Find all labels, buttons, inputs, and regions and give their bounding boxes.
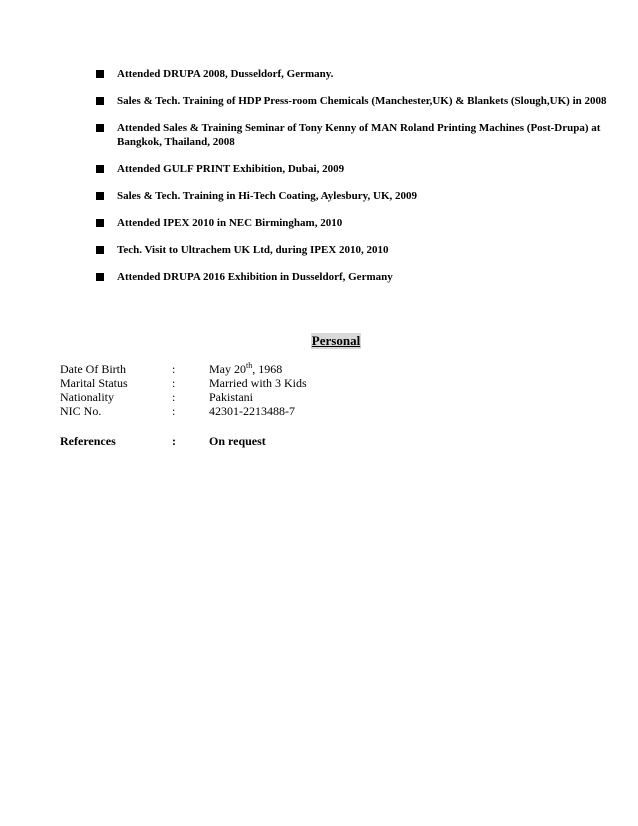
square-bullet-icon [96,70,104,78]
training-text: Sales & Tech. Training in Hi-Tech Coating, Aylesbury, UK, 2009 [117,190,418,202]
training-text: Attended DRUPA 2016 Exhibition in Dusseldorf, Germany [117,271,393,283]
dob-row [60,362,580,376]
personal-heading-text: Personal [311,333,361,348]
list-item [96,94,616,108]
square-bullet-icon [96,219,104,227]
personal-details [60,362,580,418]
nic-row [60,404,580,418]
separator: : [172,390,176,404]
dob-ordinal-suffix: th [246,361,253,370]
marital-status-value: Married with 3 Kids [209,376,307,390]
nationality-label: Nationality [60,390,114,404]
square-bullet-icon [96,246,104,254]
references-label: References [60,434,116,448]
separator: : [172,376,176,390]
separator: : [172,362,176,376]
dob-year: , 1968 [252,362,283,376]
personal-section-heading [0,332,638,350]
training-text: Attended DRUPA 2008, Dusseldorf, Germany. [117,68,334,80]
nationality-value: Pakistani [209,390,253,404]
marital-status-label: Marital Status [60,376,128,390]
marital-status-row [60,376,580,390]
training-text: Attended Sales & Training Seminar of Tony Kenny of MAN Roland Printing Machines (Post-Drupa) at Bangkok, Thailand, 2008 [117,122,601,148]
dob-label: Date Of Birth [60,362,126,376]
dob-month-day: May 20 [209,362,246,376]
list-item [96,189,616,203]
square-bullet-icon [96,273,104,281]
list-item [96,243,616,257]
list-item [96,67,616,81]
separator: : [172,404,176,418]
square-bullet-icon [96,97,104,105]
square-bullet-icon [96,165,104,173]
nic-label: NIC No. [60,404,102,418]
dob-value [209,362,282,376]
list-item [96,216,616,230]
nationality-row [60,390,580,404]
training-text: Attended IPEX 2010 in NEC Birmingham, 2010 [117,217,343,229]
nic-value: 42301-2213488-7 [209,404,295,418]
list-item [96,270,616,284]
separator: : [172,434,176,448]
training-text: Tech. Visit to Ultrachem UK Ltd, during IPEX 2010, 2010 [117,244,389,256]
references-value: On request [209,434,266,448]
list-item [96,121,616,149]
training-text: Sales & Tech. Training of HDP Press-room Chemicals (Manchester,UK) & Blankets (Slough,UK) in 2008 [117,95,607,107]
square-bullet-icon [96,124,104,132]
square-bullet-icon [96,192,104,200]
training-text: Attended GULF PRINT Exhibition, Dubai, 2009 [117,163,345,175]
references-row [60,434,580,448]
list-item [96,162,616,176]
training-list [96,67,616,297]
